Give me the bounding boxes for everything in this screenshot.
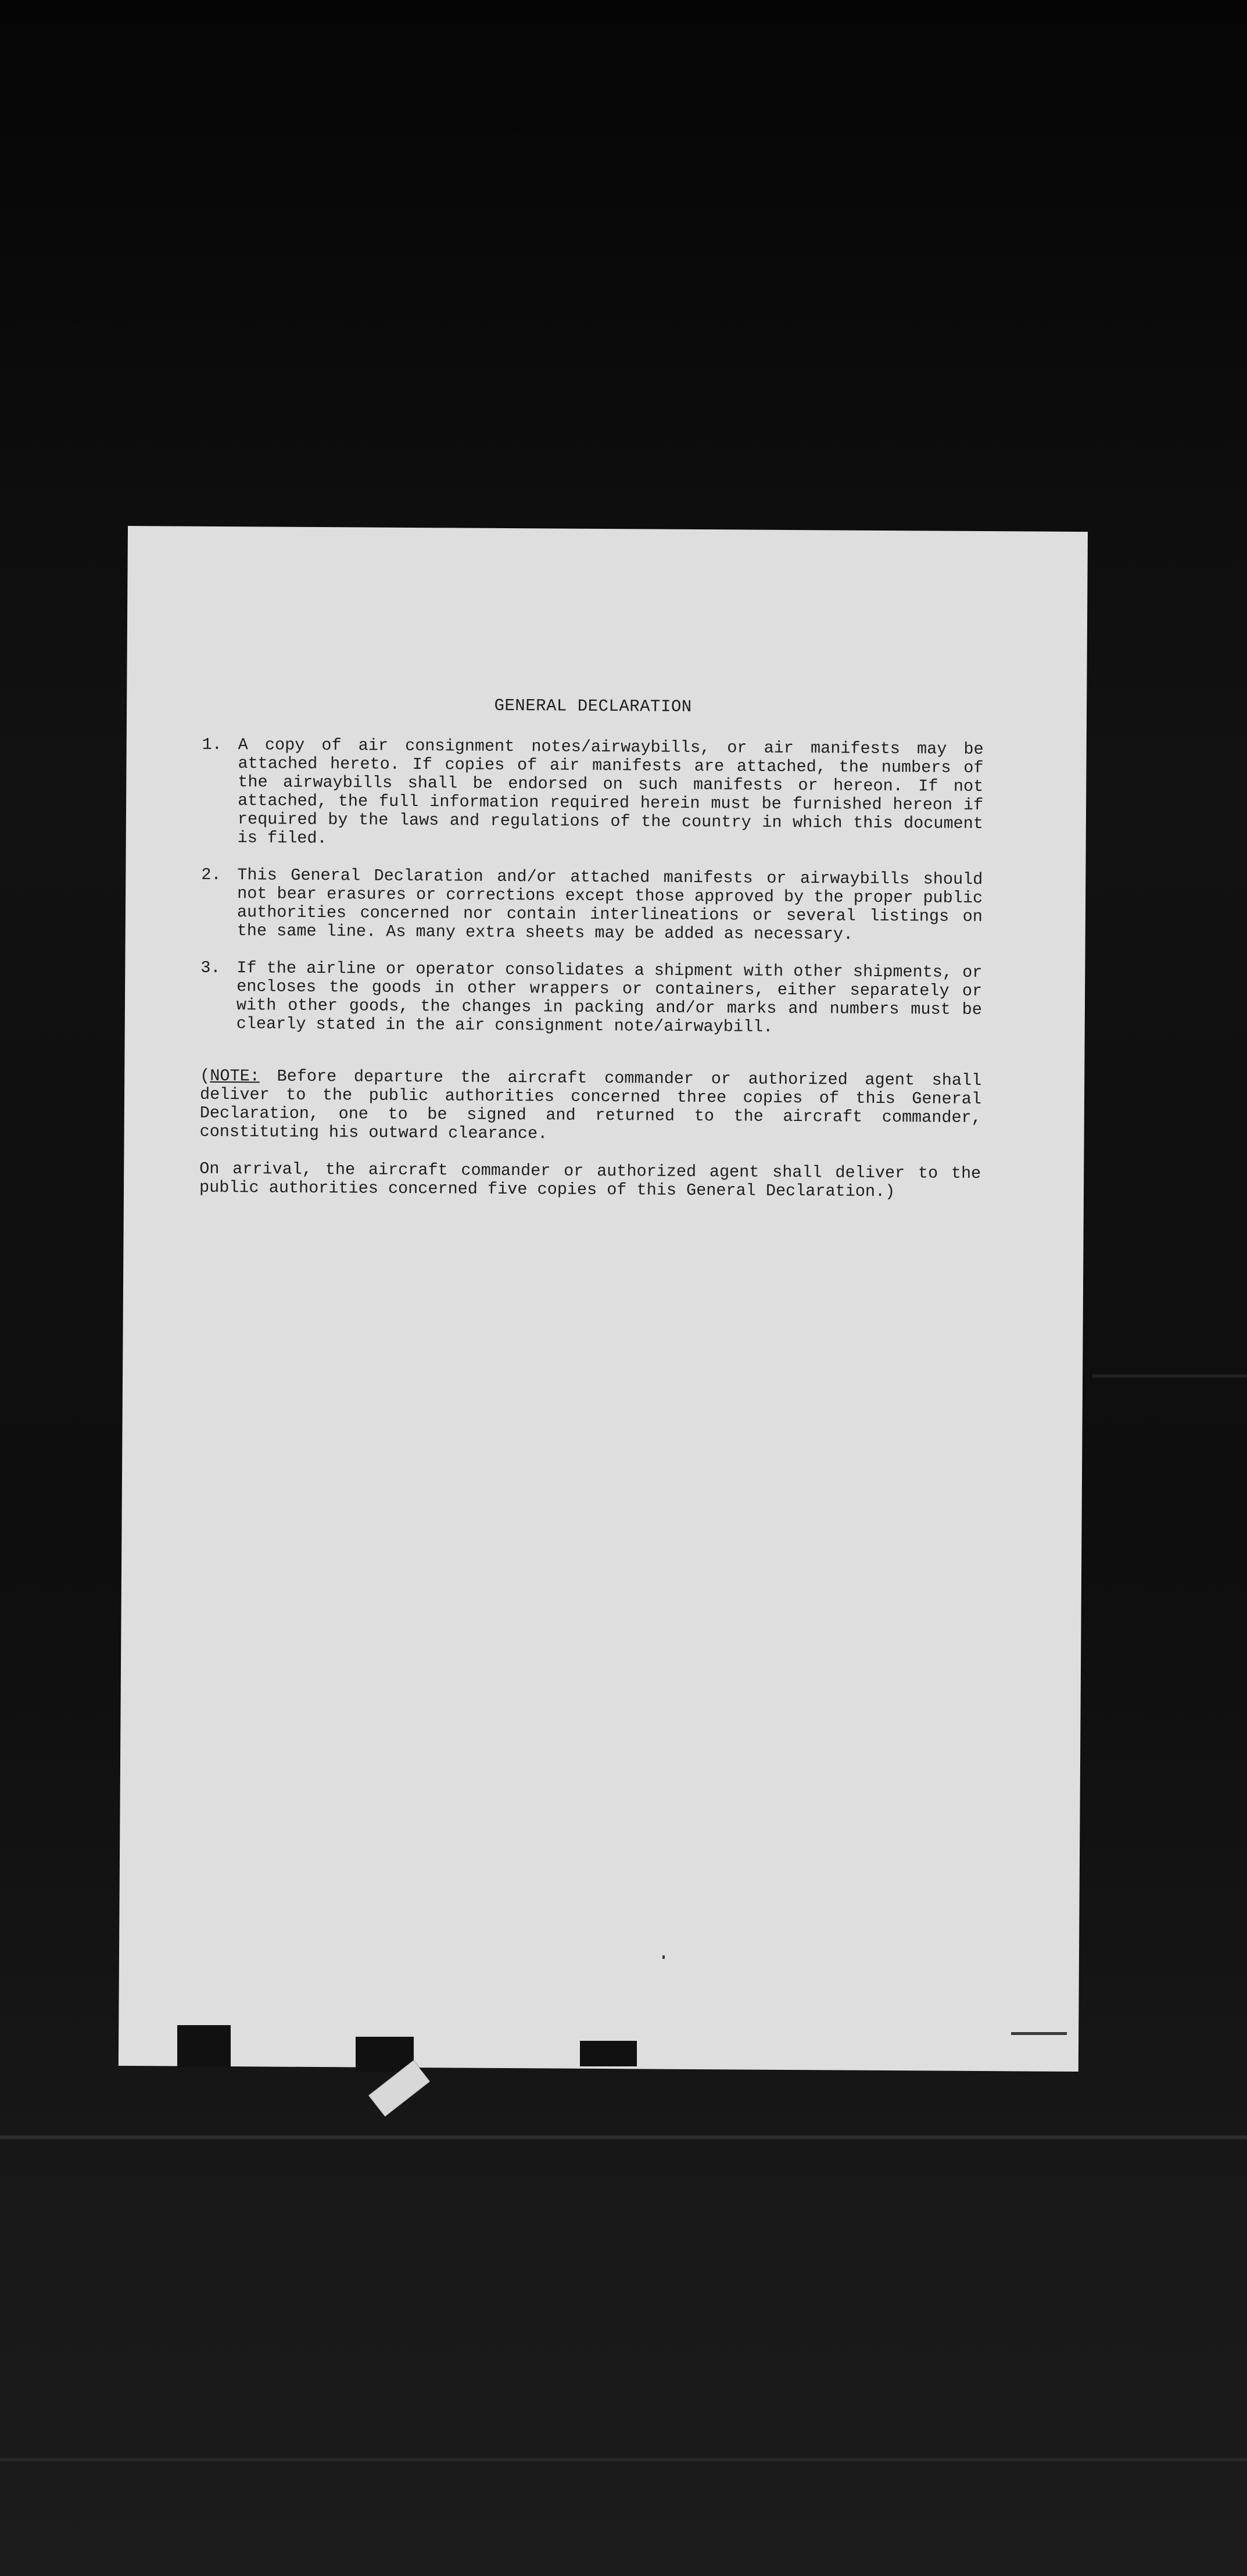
mounting-tab [580,2041,637,2066]
item-number: 1. [202,735,223,754]
mounting-tab [177,2025,231,2067]
note-paragraph-1: Before departure the aircraft commander or authorized agent shall deliver to the public authorities concerned three copies of this General Declaration, one to be signed and returned to the aircraft commander, constituting his outward clearance. [199,1066,982,1144]
document-content [199,695,984,1202]
scan-line [1092,1374,1247,1378]
item-text: If the airline or operator consolidates a shipment with other shipments, or encloses the goods in other wrappers or containers, either separately or with other goods, the changes in packing and/or marks and numbers must be clearly stated in the air consignment note/airwaybill. [236,958,983,1037]
instruction-item-2 [201,866,983,945]
document-title: GENERAL DECLARATION [494,696,692,716]
item-number: 3. [200,958,221,977]
instruction-item-3 [200,959,983,1038]
item-number: 2. [201,865,221,884]
note-paragraph-2: On arrival, the aircraft commander or authorized agent shall deliver to the public authorities concerned five copies of this General Declaration.) [199,1159,981,1202]
note-open-paren: ( [200,1066,210,1085]
note-section [200,1067,982,1146]
note-label: NOTE: [210,1066,260,1086]
scan-mark [1011,2032,1067,2035]
scan-line [0,2136,1247,2139]
instruction-item-1 [202,736,984,852]
scan-line [0,2458,1247,2462]
document-page [119,526,1088,2072]
item-text: A copy of air consignment notes/airwaybills, or air manifests may be attached hereto. If copies of air manifests are attached, the numbers of the airwaybills shall be endorsed on such manifests or hereon. If not attached, the full information required herein must be furnished hereon if required by the laws and regulations of the country in which this document is filed. [237,735,984,848]
item-text: This General Declaration and/or attached manifests or airwaybills should not bear erasures or corrections except those approved by the proper public authorities concerned nor contain interlineations or several listings on the same line. As many extra sheets may be added as necessary. [236,865,983,944]
scan-mark [662,1955,665,1959]
